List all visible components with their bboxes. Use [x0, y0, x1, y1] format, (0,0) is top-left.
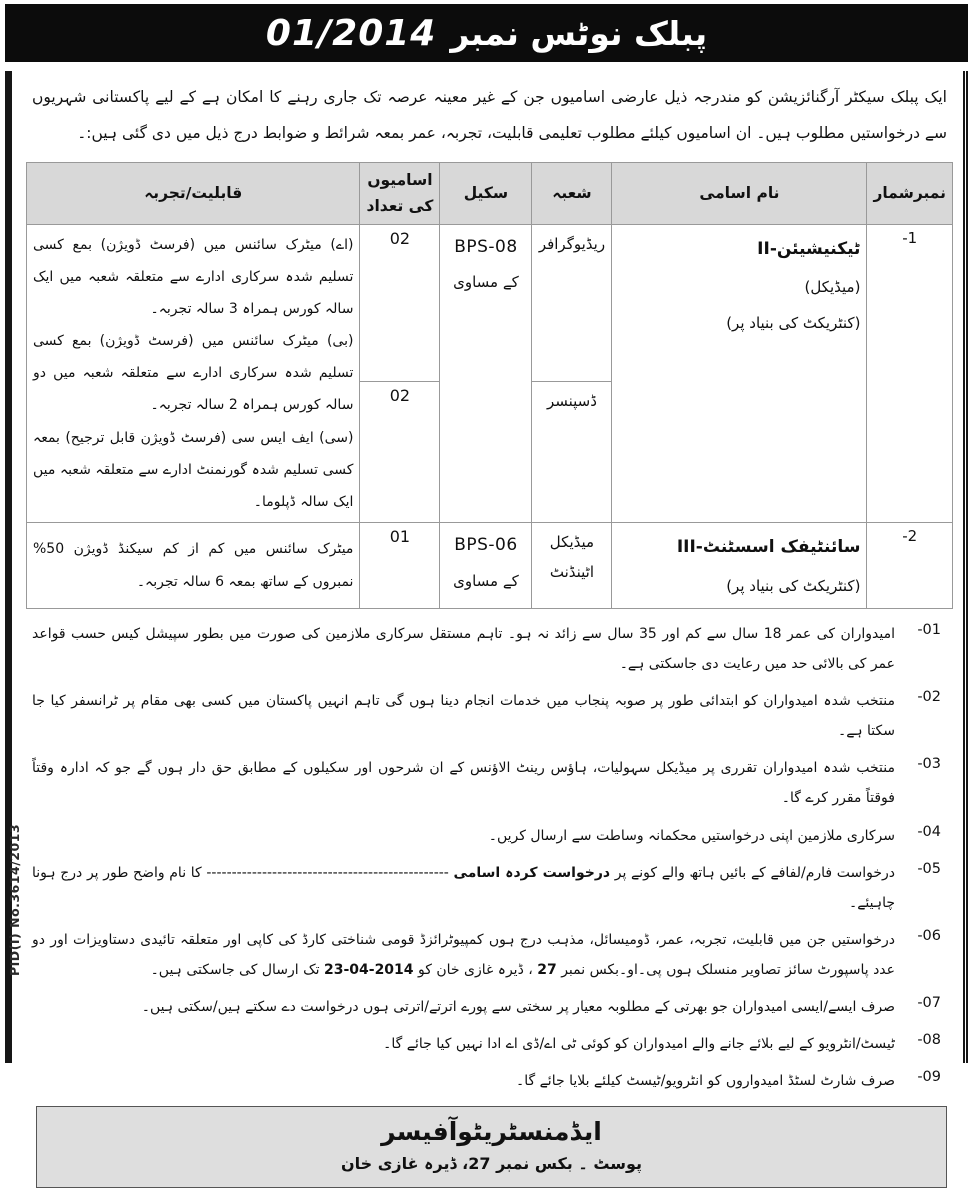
count-cell-medical-attendant: 01: [360, 523, 440, 609]
department-cell-radiographer: ریڈیوگرافر: [532, 224, 612, 382]
header-post-count: اسامیوں کی تعداد: [360, 162, 440, 224]
public-notice-page: [0, 4, 973, 1174]
table-row-technician: [27, 224, 953, 382]
address-prefix: پوسٹ ۔ بکس نمبر: [496, 1154, 643, 1174]
qualification-cell: [27, 224, 360, 523]
condition-text-part: تک ارسال کی جاسکتی ہیں۔: [150, 961, 320, 978]
condition-text: سرکاری ملازمین اپنی درخواستیں محکمانہ وساطت سے ارسال کریں۔: [488, 827, 895, 844]
condition-text: منتخب شدہ امیدواران کو ابتدائی طور پر صوبہ پنجاب میں خدمات انجام دینا ہوں گی تاہم انہیں پاکستان میں کسی بھی مقام پر ٹرانسفر کیا جا سکتا ہے۔: [32, 693, 895, 740]
post-name-cell: [612, 224, 867, 523]
condition-number: -03: [917, 756, 941, 773]
administrative-officer-title: ایڈمنسٹریٹوآفیسر: [381, 1117, 602, 1147]
postal-address: [45, 1154, 938, 1173]
pid-reference-code: PID(I) No.3614/2013: [7, 823, 22, 976]
condition-item-04: [26, 821, 953, 851]
table-header-row: [27, 162, 953, 224]
scale-suffix: کے مساوی: [453, 571, 519, 590]
condition-text-part: درخواستیں جن میں قابلیت، تجربہ، عمر، ڈومیسائل، مذہب درج ہوں کمپیوٹرائزڈ قومی شناختی کارڈ کی کاپی اور متعلقہ تائیدی دستاویزات اور دو عدد پاسپورٹ سائز تصاویر منسلک ہوں پی۔او۔بکس نمبر: [32, 931, 895, 978]
condition-item-09: [26, 1066, 953, 1096]
condition-text-post: کا نام واضح طور پر درج ہونا چاہیئے۔: [32, 864, 895, 911]
serial-cell: -2: [867, 523, 953, 609]
condition-item-06: [26, 925, 953, 985]
deadline-date: 23-04-2014: [323, 961, 414, 978]
intro-paragraph: ایک پبلک سیکٹر آرگنائزیشن کو مندرجہ ذیل عارضی اسامیوں جن کے غیر معینہ عرصہ تک جاری رہنے کا امکان ہے کے لیے پاکستانی شہریوں سے درخواستیں مطلوب ہیں۔ ان اسامیوں کیلئے مطلوب تعلیمی قابلیت، تجربہ، عمر بمعہ شرائط و ضوابط درج ذیل میں دی گئی ہیں:۔: [32, 88, 947, 143]
qualification-text: نمبروں کے ساتھ بمعہ 6 سالہ تجربہ۔: [136, 573, 354, 590]
post-subtitle: (میڈیکل): [804, 278, 861, 297]
blank-dashed-line: ------------------------------------------------: [206, 864, 449, 881]
jobs-table: [26, 162, 953, 609]
scale-code: BPS-06: [454, 535, 518, 556]
post-title: ٹیکنیشیئن-II: [757, 238, 861, 259]
condition-text: منتخب شدہ امیدواران تقرری پر میڈیکل سہولیات، ہاؤس رینٹ الاؤنس کے ان شرحوں اور سکیلوں کے مطابق حق دار ہوں گے جو کہ ادارہ وقتاً فوقتاً مقرر کرے گا۔: [32, 760, 895, 807]
condition-number: -05: [917, 860, 941, 877]
table-row-scientific-assistant: [27, 523, 953, 609]
condition-text: صرف شارٹ لسٹڈ امیدواروں کو انٹرویو/ٹیسٹ کیلئے بلایا جائے گا۔: [516, 1073, 895, 1090]
condition-number: -06: [917, 927, 941, 944]
notice-number: 01/2014: [265, 12, 437, 54]
condition-text: [32, 858, 895, 918]
address-city: ، ڈیرہ غازی خان: [340, 1154, 469, 1174]
condition-item-05: [26, 858, 953, 918]
count-cell-radiographer: 02: [360, 224, 440, 382]
condition-text-pre: درخواست فارم/لفافے کے بائیں ہاتھ والے کونے پر: [614, 864, 896, 881]
condition-item-08: [26, 1029, 953, 1059]
notice-title-urdu: پبلک نوٹس نمبر: [450, 13, 708, 53]
scale-suffix: کے مساوی: [453, 272, 519, 291]
post-contract-note: (کنٹریکٹ کی بنیاد پر): [726, 577, 861, 596]
count-cell-dispenser: 02: [360, 382, 440, 523]
notice-body-frame: [5, 71, 968, 1174]
header-department: شعبہ: [532, 162, 612, 224]
condition-text-part: ، ڈیرہ غازی خان کو: [418, 961, 533, 978]
condition-item-03: [26, 753, 953, 813]
post-name-cell: [612, 523, 867, 609]
header-qualification: قابلیت/تجربہ: [27, 162, 360, 224]
header-serial: نمبرشمار: [867, 162, 953, 224]
condition-number: -04: [917, 823, 941, 840]
condition-number: -09: [917, 1069, 941, 1086]
post-title: سائنٹیفک اسسٹنٹ-III: [676, 537, 861, 558]
po-box-number: 27: [537, 961, 557, 978]
qualification-cell: [27, 523, 360, 609]
post-contract-note: (کنٹریکٹ کی بنیاد پر): [726, 314, 861, 333]
condition-item-01: [26, 619, 953, 679]
condition-text: ٹیسٹ/انٹرویو کے لیے بلائے جانے والے امیدواران کو کوئی ٹی اے/ڈی اے ادا نہیں کیا جائے گا۔: [383, 1036, 895, 1053]
applied-post-label: درخواست کردہ اسامی: [453, 864, 611, 881]
condition-number: -07: [917, 995, 941, 1012]
condition-text: [32, 925, 895, 985]
condition-item-07: [26, 992, 953, 1022]
po-box-number: 27: [468, 1154, 491, 1174]
qualification-item-b: (بی) میٹرک سائنس میں (فرسٹ ڈویژن) بمع کسی تسلیم شدہ سرکاری ادارے سے متعلقہ شعبہ میں دو سالہ کورس ہمراہ 2 سالہ تجربہ۔: [33, 333, 354, 414]
percentage-value: %50: [33, 541, 65, 558]
department-cell-dispenser: ڈسپنسر: [532, 382, 612, 523]
qualification-item-a: (اے) میٹرک سائنس میں (فرسٹ ڈویژن) بمع کسی تسلیم شدہ سرکاری ادارے سے متعلقہ شعبہ میں ایک سالہ کورس ہمراہ 3 سالہ تجربہ۔: [33, 236, 354, 317]
header-scale: سکیل: [440, 162, 532, 224]
serial-cell: -1: [867, 224, 953, 523]
condition-number: -01: [917, 622, 941, 639]
header-post-name: نام اسامی: [612, 162, 867, 224]
contact-footer-box: [36, 1106, 947, 1188]
condition-number: -08: [917, 1032, 941, 1049]
condition-text: امیدواران کی عمر 18 سال سے کم اور 35 سال سے زائد نہ ہو۔ تاہم مستقل سرکاری ملازمین کی صورت میں بطور سپیشل کیس حسب قواعد عمر کی بالائی حد میں رعایت دی جاسکتی ہے۔: [32, 626, 895, 673]
scale-code: BPS-08: [454, 236, 518, 257]
qualification-text: میٹرک سائنس میں کم از کم سیکنڈ ڈویژن: [73, 541, 354, 558]
department-cell-medical-attendant: میڈیکل اٹینڈنٹ: [532, 523, 612, 609]
condition-text: صرف ایسے/ایسی امیدواران جو بھرتی کے مطلوبہ معیار پر سختی سے پورے اترتے/اترتی ہوں درخواست دے سکتے ہیں/سکتی ہیں۔: [141, 999, 895, 1016]
condition-number: -02: [917, 689, 941, 706]
conditions-list: [26, 619, 953, 1096]
scale-cell: [440, 224, 532, 523]
notice-title-bar: [5, 4, 968, 62]
scale-cell: [440, 523, 532, 609]
condition-item-02: [26, 686, 953, 746]
qualification-item-c: (سی) ایف ایس سی (فرسٹ ڈویژن قابل ترجیح) بمعہ کسی تسلیم شدہ گورنمنٹ ادارے سے متعلقہ شعبہ میں ایک سالہ ڈپلوما۔: [33, 429, 354, 511]
